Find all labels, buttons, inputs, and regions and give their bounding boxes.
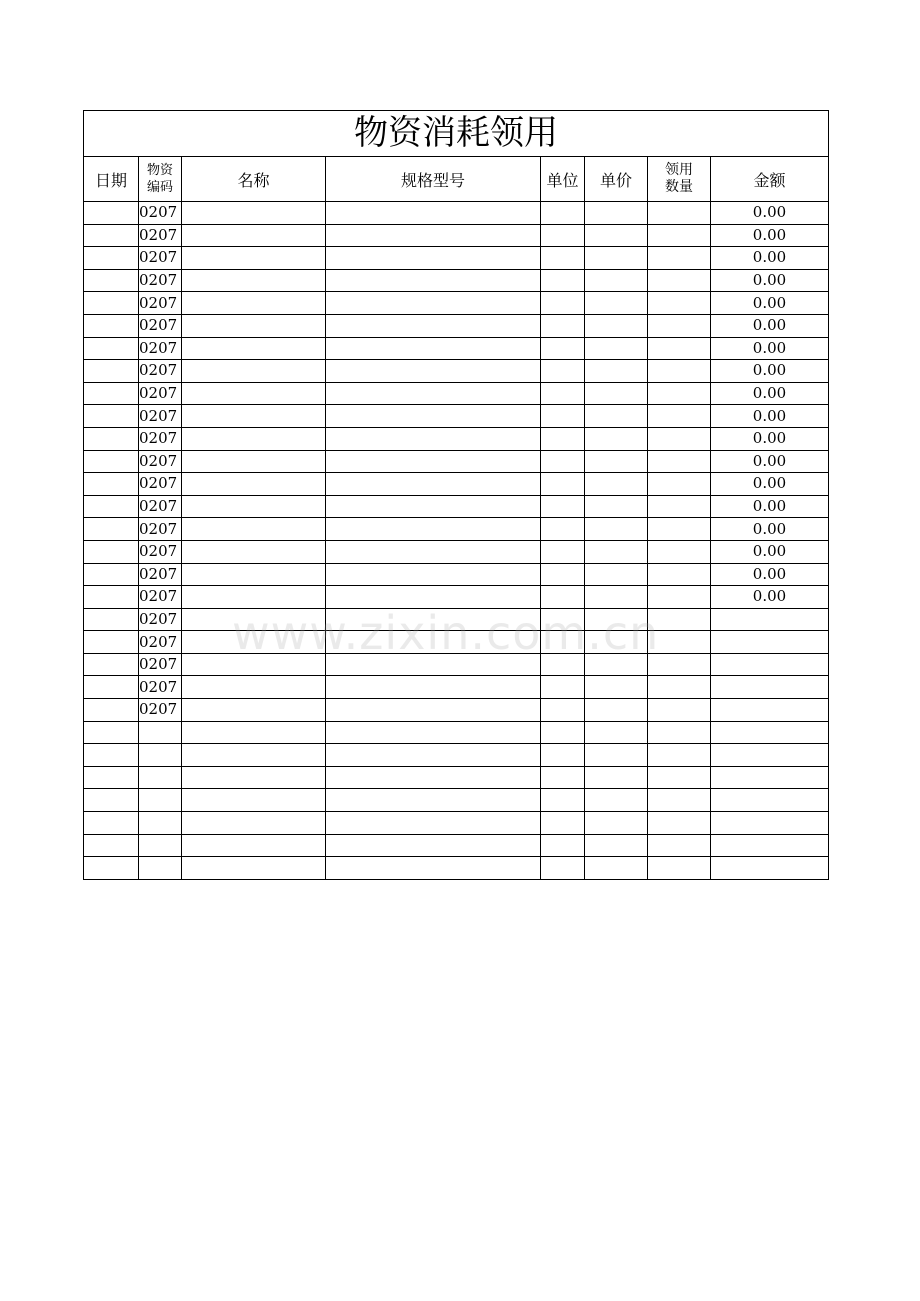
cell-name[interactable] [182, 766, 326, 789]
cell-date[interactable] [84, 812, 139, 835]
cell-date[interactable] [84, 608, 139, 631]
cell-amount[interactable]: 0.00 [711, 427, 829, 450]
cell-unit-price[interactable] [585, 405, 648, 428]
cell-name[interactable] [182, 450, 326, 473]
cell-unit[interactable] [541, 631, 585, 654]
cell-date[interactable] [84, 563, 139, 586]
cell-quantity[interactable] [648, 699, 711, 722]
cell-quantity[interactable] [648, 360, 711, 383]
cell-spec-model[interactable] [326, 631, 541, 654]
cell-quantity[interactable] [648, 631, 711, 654]
cell-date[interactable] [84, 744, 139, 767]
cell-quantity[interactable] [648, 518, 711, 541]
cell-unit-price[interactable] [585, 450, 648, 473]
cell-name[interactable] [182, 518, 326, 541]
table-row [84, 721, 829, 744]
cell-unit[interactable] [541, 789, 585, 812]
cell-name[interactable] [182, 269, 326, 292]
cell-name[interactable] [182, 405, 326, 428]
cell-date[interactable] [84, 540, 139, 563]
header-material-code-line2: 编码 [146, 180, 173, 195]
cell-spec-model[interactable] [326, 676, 541, 699]
table-row [84, 857, 829, 880]
cell-date[interactable] [84, 314, 139, 337]
header-date: 日期 [84, 157, 139, 202]
cell-quantity[interactable] [648, 812, 711, 835]
cell-spec-model[interactable] [326, 473, 541, 496]
cell-spec-model[interactable] [326, 608, 541, 631]
cell-unit[interactable] [541, 699, 585, 722]
cell-material-code[interactable]: 0207 [139, 495, 182, 518]
cell-date[interactable] [84, 269, 139, 292]
cell-material-code[interactable]: 0207 [139, 586, 182, 609]
table-row [84, 540, 829, 563]
cell-name[interactable] [182, 540, 326, 563]
cell-amount[interactable]: 0.00 [711, 586, 829, 609]
cell-unit[interactable] [541, 812, 585, 835]
cell-amount[interactable]: 0.00 [711, 473, 829, 496]
table-row [84, 608, 829, 631]
cell-spec-model[interactable] [326, 314, 541, 337]
cell-date[interactable] [84, 202, 139, 225]
cell-quantity[interactable] [648, 540, 711, 563]
cell-date[interactable] [84, 676, 139, 699]
cell-quantity[interactable] [648, 405, 711, 428]
header-row [84, 157, 829, 202]
table-row [84, 744, 829, 767]
cell-amount[interactable] [711, 721, 829, 744]
cell-unit-price[interactable] [585, 269, 648, 292]
cell-unit-price[interactable] [585, 473, 648, 496]
cell-material-code[interactable]: 0207 [139, 314, 182, 337]
cell-unit-price[interactable] [585, 314, 648, 337]
cell-spec-model[interactable] [326, 812, 541, 835]
table-row [84, 586, 829, 609]
cell-unit-price[interactable] [585, 360, 648, 383]
table-row [84, 202, 829, 225]
cell-material-code[interactable]: 0207 [139, 540, 182, 563]
cell-name[interactable] [182, 789, 326, 812]
cell-quantity[interactable] [648, 789, 711, 812]
cell-quantity[interactable] [648, 202, 711, 225]
cell-quantity[interactable] [648, 586, 711, 609]
cell-name[interactable] [182, 314, 326, 337]
cell-unit[interactable] [541, 518, 585, 541]
cell-material-code[interactable]: 0207 [139, 518, 182, 541]
cell-amount[interactable] [711, 766, 829, 789]
cell-unit[interactable] [541, 360, 585, 383]
cell-name[interactable] [182, 292, 326, 315]
cell-amount[interactable] [711, 744, 829, 767]
cell-name[interactable] [182, 608, 326, 631]
cell-date[interactable] [84, 518, 139, 541]
cell-material-code[interactable]: 0207 [139, 405, 182, 428]
cell-date[interactable] [84, 721, 139, 744]
cell-spec-model[interactable] [326, 405, 541, 428]
cell-spec-model[interactable] [326, 292, 541, 315]
cell-material-code[interactable]: 0207 [139, 247, 182, 270]
cell-material-code[interactable] [139, 744, 182, 767]
cell-quantity[interactable] [648, 292, 711, 315]
cell-amount[interactable]: 0.00 [711, 563, 829, 586]
cell-date[interactable] [84, 699, 139, 722]
cell-unit-price[interactable] [585, 540, 648, 563]
cell-quantity[interactable] [648, 314, 711, 337]
cell-material-code[interactable] [139, 789, 182, 812]
table-row [84, 450, 829, 473]
cell-unit[interactable] [541, 247, 585, 270]
cell-material-code[interactable] [139, 834, 182, 857]
table-row [84, 563, 829, 586]
cell-quantity[interactable] [648, 450, 711, 473]
cell-unit-price[interactable] [585, 495, 648, 518]
cell-date[interactable] [84, 382, 139, 405]
header-name: 名称 [182, 157, 326, 202]
cell-unit-price[interactable] [585, 292, 648, 315]
cell-material-code[interactable]: 0207 [139, 450, 182, 473]
cell-unit[interactable] [541, 314, 585, 337]
cell-amount[interactable] [711, 653, 829, 676]
cell-amount[interactable] [711, 812, 829, 835]
cell-unit-price[interactable] [585, 789, 648, 812]
cell-amount[interactable] [711, 789, 829, 812]
cell-spec-model[interactable] [326, 586, 541, 609]
cell-material-code[interactable]: 0207 [139, 224, 182, 247]
cell-name[interactable] [182, 744, 326, 767]
cell-unit-price[interactable] [585, 382, 648, 405]
cell-spec-model[interactable] [326, 382, 541, 405]
cell-name[interactable] [182, 631, 326, 654]
cell-unit-price[interactable] [585, 812, 648, 835]
material-consumption-table [83, 110, 829, 880]
cell-name[interactable] [182, 563, 326, 586]
cell-date[interactable] [84, 631, 139, 654]
cell-date[interactable] [84, 247, 139, 270]
header-quantity-line2: 数量 [665, 179, 693, 195]
cell-date[interactable] [84, 473, 139, 496]
cell-unit-price[interactable] [585, 744, 648, 767]
cell-unit-price[interactable] [585, 427, 648, 450]
cell-unit[interactable] [541, 382, 585, 405]
cell-unit[interactable] [541, 834, 585, 857]
cell-unit[interactable] [541, 405, 585, 428]
cell-date[interactable] [84, 405, 139, 428]
cell-quantity[interactable] [648, 744, 711, 767]
table-row [84, 427, 829, 450]
cell-amount[interactable] [711, 857, 829, 880]
cell-unit[interactable] [541, 766, 585, 789]
cell-amount[interactable]: 0.00 [711, 382, 829, 405]
cell-unit-price[interactable] [585, 834, 648, 857]
header-material-code-line1: 物资 [146, 163, 173, 178]
cell-amount[interactable] [711, 631, 829, 654]
cell-quantity[interactable] [648, 337, 711, 360]
table-row [84, 382, 829, 405]
cell-unit[interactable] [541, 473, 585, 496]
cell-spec-model[interactable] [326, 427, 541, 450]
cell-unit-price[interactable] [585, 608, 648, 631]
cell-name[interactable] [182, 427, 326, 450]
cell-name[interactable] [182, 653, 326, 676]
cell-material-code[interactable]: 0207 [139, 631, 182, 654]
cell-unit[interactable] [541, 608, 585, 631]
cell-name[interactable] [182, 382, 326, 405]
cell-unit-price[interactable] [585, 586, 648, 609]
header-material-code [139, 157, 182, 202]
cell-spec-model[interactable] [326, 653, 541, 676]
cell-material-code[interactable]: 0207 [139, 360, 182, 383]
cell-date[interactable] [84, 789, 139, 812]
cell-spec-model[interactable] [326, 202, 541, 225]
cell-spec-model[interactable] [326, 224, 541, 247]
cell-spec-model[interactable] [326, 834, 541, 857]
cell-spec-model[interactable] [326, 563, 541, 586]
cell-material-code[interactable]: 0207 [139, 427, 182, 450]
cell-amount[interactable]: 0.00 [711, 540, 829, 563]
cell-unit-price[interactable] [585, 337, 648, 360]
cell-unit[interactable] [541, 202, 585, 225]
cell-name[interactable] [182, 473, 326, 496]
cell-quantity[interactable] [648, 247, 711, 270]
cell-material-code[interactable]: 0207 [139, 382, 182, 405]
cell-name[interactable] [182, 812, 326, 835]
cell-name[interactable] [182, 360, 326, 383]
cell-unit[interactable] [541, 292, 585, 315]
cell-spec-model[interactable] [326, 721, 541, 744]
cell-date[interactable] [84, 450, 139, 473]
cell-quantity[interactable] [648, 473, 711, 496]
cell-amount[interactable]: 0.00 [711, 269, 829, 292]
cell-amount[interactable] [711, 676, 829, 699]
cell-unit[interactable] [541, 653, 585, 676]
cell-quantity[interactable] [648, 495, 711, 518]
cell-spec-model[interactable] [326, 337, 541, 360]
cell-unit[interactable] [541, 224, 585, 247]
cell-amount[interactable]: 0.00 [711, 292, 829, 315]
cell-spec-model[interactable] [326, 360, 541, 383]
cell-spec-model[interactable] [326, 699, 541, 722]
cell-quantity[interactable] [648, 382, 711, 405]
cell-amount[interactable]: 0.00 [711, 495, 829, 518]
cell-unit-price[interactable] [585, 247, 648, 270]
cell-date[interactable] [84, 766, 139, 789]
table-row [84, 405, 829, 428]
cell-quantity[interactable] [648, 224, 711, 247]
cell-unit-price[interactable] [585, 857, 648, 880]
cell-date[interactable] [84, 653, 139, 676]
cell-spec-model[interactable] [326, 518, 541, 541]
cell-unit-price[interactable] [585, 224, 648, 247]
cell-unit-price[interactable] [585, 721, 648, 744]
cell-unit-price[interactable] [585, 766, 648, 789]
cell-date[interactable] [84, 224, 139, 247]
table-row [84, 699, 829, 722]
cell-name[interactable] [182, 721, 326, 744]
cell-unit[interactable] [541, 450, 585, 473]
cell-spec-model[interactable] [326, 450, 541, 473]
cell-quantity[interactable] [648, 834, 711, 857]
table-row [84, 314, 829, 337]
cell-name[interactable] [182, 337, 326, 360]
cell-unit[interactable] [541, 495, 585, 518]
table-row [84, 518, 829, 541]
cell-unit[interactable] [541, 721, 585, 744]
cell-name[interactable] [182, 676, 326, 699]
cell-spec-model[interactable] [326, 495, 541, 518]
cell-date[interactable] [84, 292, 139, 315]
cell-material-code[interactable] [139, 721, 182, 744]
cell-amount[interactable] [711, 608, 829, 631]
header-unit-price: 单价 [585, 157, 648, 202]
cell-spec-model[interactable] [326, 857, 541, 880]
cell-amount[interactable] [711, 699, 829, 722]
cell-quantity[interactable] [648, 608, 711, 631]
cell-material-code[interactable]: 0207 [139, 269, 182, 292]
cell-unit[interactable] [541, 427, 585, 450]
cell-date[interactable] [84, 586, 139, 609]
cell-material-code[interactable] [139, 857, 182, 880]
cell-unit-price[interactable] [585, 631, 648, 654]
cell-amount[interactable]: 0.00 [711, 337, 829, 360]
cell-amount[interactable]: 0.00 [711, 450, 829, 473]
cell-material-code[interactable] [139, 766, 182, 789]
cell-amount[interactable]: 0.00 [711, 405, 829, 428]
table-row [84, 631, 829, 654]
cell-quantity[interactable] [648, 766, 711, 789]
cell-date[interactable] [84, 857, 139, 880]
cell-quantity[interactable] [648, 721, 711, 744]
cell-spec-model[interactable] [326, 247, 541, 270]
cell-material-code[interactable]: 0207 [139, 608, 182, 631]
cell-quantity[interactable] [648, 653, 711, 676]
cell-unit-price[interactable] [585, 563, 648, 586]
cell-name[interactable] [182, 247, 326, 270]
table-row [84, 224, 829, 247]
cell-unit[interactable] [541, 337, 585, 360]
cell-material-code[interactable]: 0207 [139, 563, 182, 586]
cell-quantity[interactable] [648, 857, 711, 880]
header-spec-model: 规格型号 [326, 157, 541, 202]
cell-date[interactable] [84, 360, 139, 383]
cell-material-code[interactable]: 0207 [139, 473, 182, 496]
cell-material-code[interactable]: 0207 [139, 676, 182, 699]
cell-quantity[interactable] [648, 563, 711, 586]
table-row [84, 834, 829, 857]
cell-unit[interactable] [541, 269, 585, 292]
cell-material-code[interactable]: 0207 [139, 653, 182, 676]
cell-quantity[interactable] [648, 269, 711, 292]
table-row [84, 495, 829, 518]
cell-unit-price[interactable] [585, 676, 648, 699]
cell-amount[interactable]: 0.00 [711, 202, 829, 225]
cell-unit-price[interactable] [585, 202, 648, 225]
header-unit: 单位 [541, 157, 585, 202]
table-row [84, 789, 829, 812]
cell-amount[interactable]: 0.00 [711, 518, 829, 541]
cell-material-code[interactable]: 0207 [139, 202, 182, 225]
cell-date[interactable] [84, 337, 139, 360]
cell-unit[interactable] [541, 744, 585, 767]
cell-name[interactable] [182, 834, 326, 857]
cell-material-code[interactable]: 0207 [139, 292, 182, 315]
cell-amount[interactable]: 0.00 [711, 360, 829, 383]
table-row [84, 247, 829, 270]
table-row [84, 292, 829, 315]
cell-quantity[interactable] [648, 427, 711, 450]
header-amount: 金额 [711, 157, 829, 202]
cell-name[interactable] [182, 586, 326, 609]
table-row [84, 473, 829, 496]
cell-amount[interactable]: 0.00 [711, 247, 829, 270]
table-row [84, 812, 829, 835]
cell-unit-price[interactable] [585, 518, 648, 541]
cell-material-code[interactable] [139, 812, 182, 835]
cell-name[interactable] [182, 224, 326, 247]
cell-material-code[interactable]: 0207 [139, 337, 182, 360]
cell-date[interactable] [84, 834, 139, 857]
table-row [84, 676, 829, 699]
cell-spec-model[interactable] [326, 269, 541, 292]
cell-spec-model[interactable] [326, 766, 541, 789]
header-quantity [648, 157, 711, 202]
cell-name[interactable] [182, 857, 326, 880]
table-row [84, 337, 829, 360]
cell-unit[interactable] [541, 857, 585, 880]
cell-name[interactable] [182, 202, 326, 225]
table-row [84, 269, 829, 292]
watermark: www.zixin.com.cn [232, 606, 660, 660]
cell-unit[interactable] [541, 676, 585, 699]
table-row [84, 653, 829, 676]
cell-amount[interactable] [711, 834, 829, 857]
cell-unit[interactable] [541, 540, 585, 563]
table-row [84, 766, 829, 789]
cell-unit-price[interactable] [585, 653, 648, 676]
cell-material-code[interactable]: 0207 [139, 699, 182, 722]
cell-unit-price[interactable] [585, 699, 648, 722]
header-quantity-line1: 领用 [665, 162, 693, 178]
cell-quantity[interactable] [648, 676, 711, 699]
cell-spec-model[interactable] [326, 744, 541, 767]
cell-unit[interactable] [541, 586, 585, 609]
cell-date[interactable] [84, 427, 139, 450]
cell-unit[interactable] [541, 563, 585, 586]
cell-date[interactable] [84, 495, 139, 518]
table-row [84, 360, 829, 383]
cell-name[interactable] [182, 495, 326, 518]
cell-name[interactable] [182, 699, 326, 722]
sheet-title: 物资消耗领用 [84, 111, 829, 157]
cell-spec-model[interactable] [326, 789, 541, 812]
cell-amount[interactable]: 0.00 [711, 314, 829, 337]
cell-spec-model[interactable] [326, 540, 541, 563]
cell-amount[interactable]: 0.00 [711, 224, 829, 247]
